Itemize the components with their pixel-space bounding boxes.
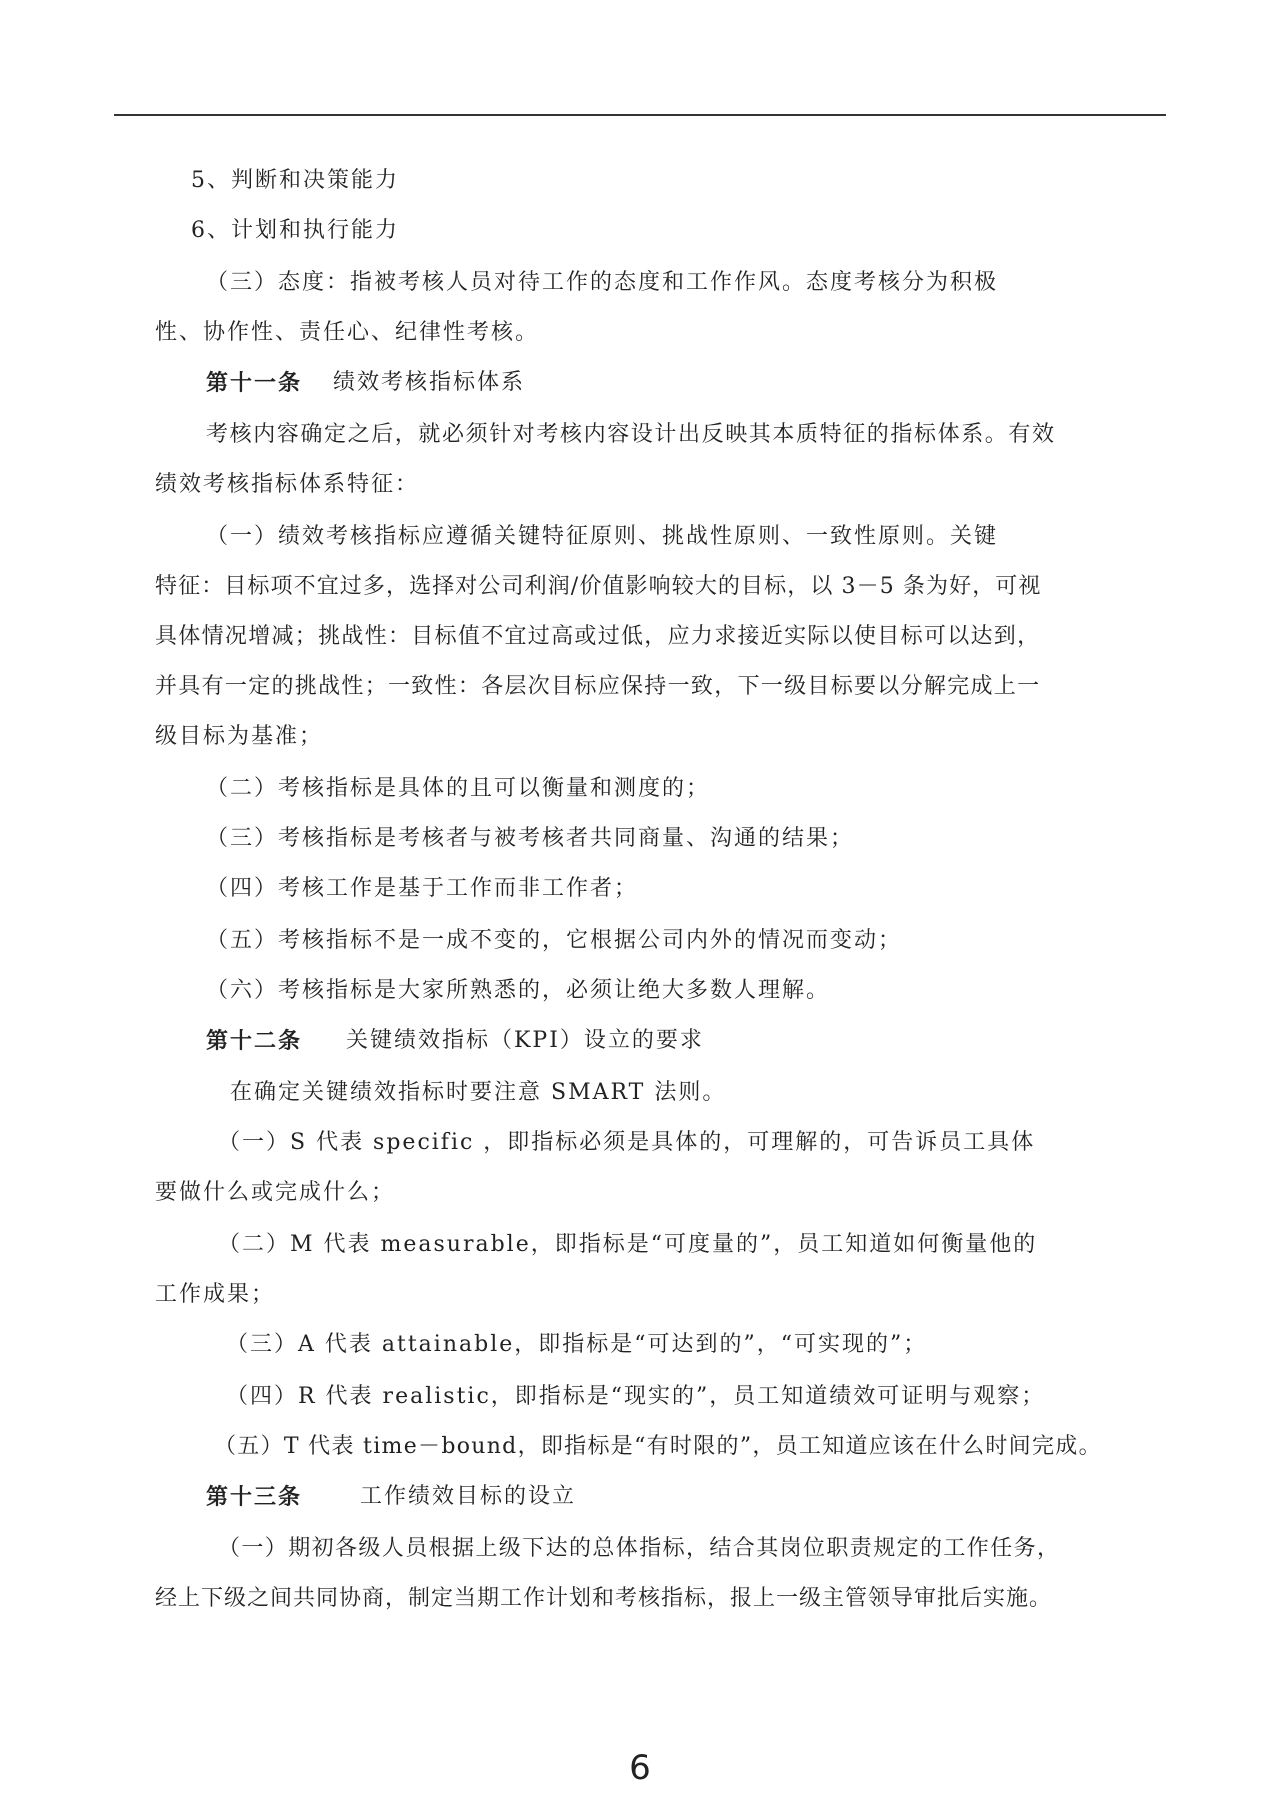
page-number: 6 (629, 1748, 651, 1788)
article-heading: 第十二条 (206, 1028, 303, 1054)
text-line: （三）A 代表 attainable，即指标是“可达到的”，“可实现的”； (226, 1332, 928, 1357)
text-line: 要做什么或完成什么； (155, 1180, 396, 1205)
text-line: 性、协作性、责任心、纪律性考核。 (155, 320, 540, 345)
header-rule (114, 114, 1166, 116)
list-item: （三）考核指标是考核者与被考核者共同商量、沟通的结果； (206, 826, 855, 851)
text-line: 具体情况增减；挑战性：目标值不宜过高或过低，应力求接近实际以使目标可以达到， (155, 624, 1041, 649)
text-line: 工作成果； (155, 1282, 276, 1307)
text-line: （三）态度：指被考核人员对待工作的态度和工作作风。态度考核分为积极 (206, 270, 999, 295)
text-line: （四）R 代表 realistic，即指标是“现实的”，员工知道绩效可证明与观察； (226, 1384, 1046, 1409)
text-line: （一）期初各级人员根据上级下达的总体指标，结合其岗位职责规定的工作任务， (218, 1536, 1061, 1561)
article-title: 关键绩效指标（KPI）设立的要求 (346, 1028, 704, 1053)
article-title: 绩效考核指标体系 (333, 370, 526, 395)
text-line: 5、判断和决策能力 (191, 168, 399, 193)
article-heading: 第十一条 (206, 370, 303, 396)
text-line: 在确定关键绩效指标时要注意 SMART 法则。 (230, 1080, 727, 1105)
text-line: （五）T 代表 time－bound，即指标是“有时限的”，员工知道应该在什么时间完成。 (214, 1434, 1102, 1459)
list-item: （二）考核指标是具体的且可以衡量和测度的； (206, 776, 711, 801)
text-line: 并具有一定的挑战性；一致性：各层次目标应保持一致，下一级目标要以分解完成上一 (155, 674, 1041, 699)
text-line: 特征：目标项不宜过多，选择对公司利润/价值影响较大的目标，以 3－5 条为好，可视 (155, 574, 1042, 599)
text-line: （二）M 代表 measurable，即指标是“可度量的”，员工知道如何衡量他的 (218, 1232, 1038, 1257)
text-line: 考核内容确定之后，就必须针对考核内容设计出反映其本质特征的指标体系。有效 (206, 422, 1056, 447)
list-item: （六）考核指标是大家所熟悉的，必须让绝大多数人理解。 (206, 978, 831, 1003)
list-item: （五）考核指标不是一成不变的，它根据公司内外的情况而变动； (206, 928, 903, 953)
list-item: （四）考核工作是基于工作而非工作者； (206, 876, 639, 901)
text-line: 6、计划和执行能力 (191, 218, 399, 243)
text-line: 级目标为基准； (155, 724, 324, 749)
article-title: 工作绩效目标的设立 (360, 1484, 577, 1509)
text-line: 经上下级之间共同协商，制定当期工作计划和考核指标，报上一级主管领导审批后实施。 (155, 1586, 1053, 1611)
text-line: （一）S 代表 specific ，即指标必须是具体的，可理解的，可告诉员工具体 (218, 1130, 1036, 1155)
article-heading: 第十三条 (206, 1484, 303, 1510)
text-line: （一）绩效考核指标应遵循关键特征原则、挑战性原则、一致性原则。关键 (206, 524, 999, 549)
text-line: 绩效考核指标体系特征： (155, 472, 420, 497)
